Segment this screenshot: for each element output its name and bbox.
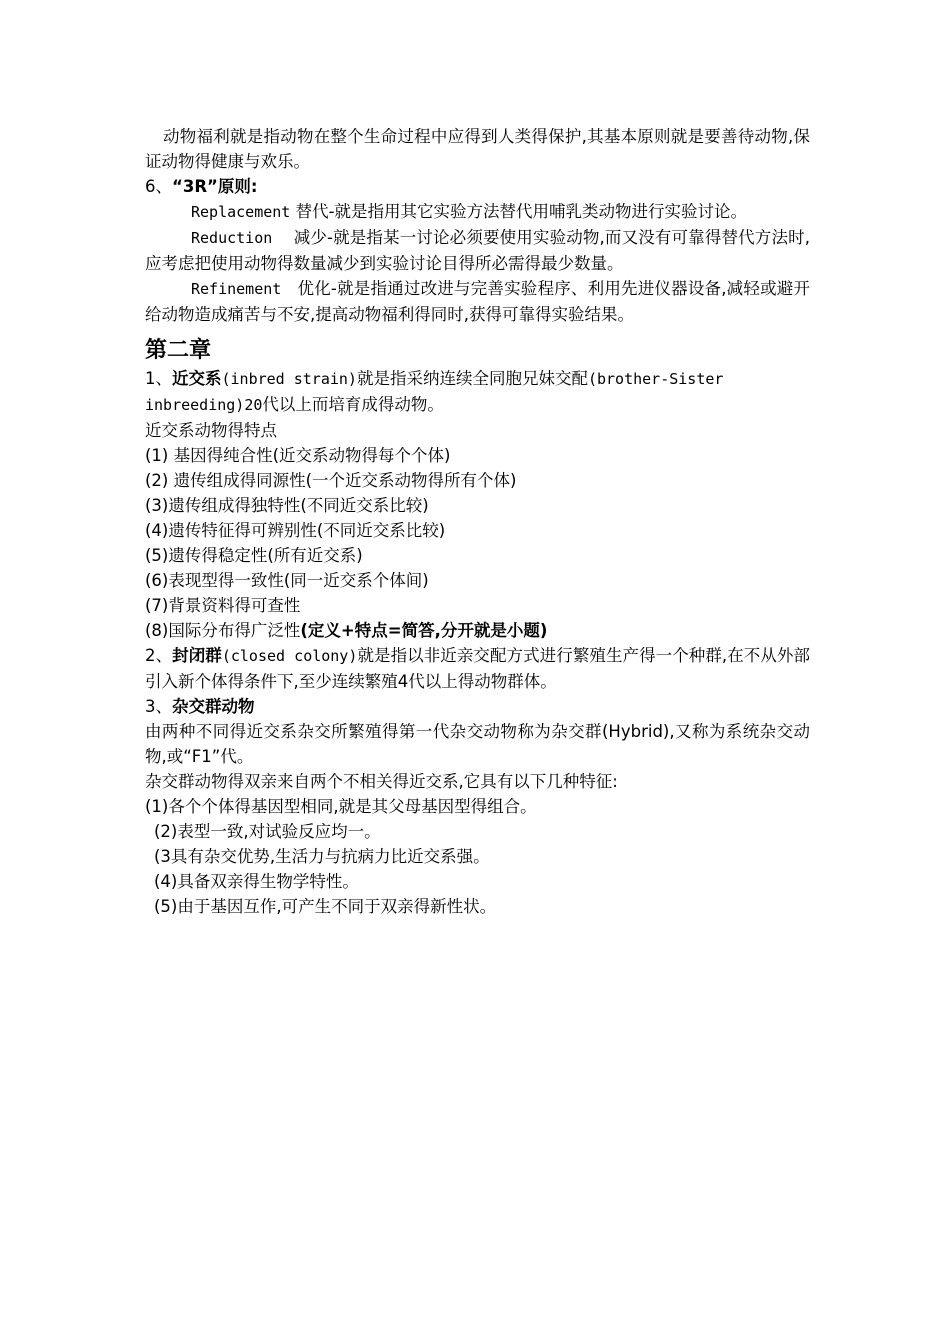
closed-en: (closed colony) bbox=[221, 647, 358, 665]
closed-text: 就是指以非近亲交配方式进行繁殖生产得一个种群,在不从外部引入新个体得条件下,至少连续繁殖4代以上得动物群体。 bbox=[145, 646, 810, 691]
inbred-term: 近交系 bbox=[172, 369, 222, 388]
feature-item: (5)遗传得稳定性(所有近交系) bbox=[145, 546, 363, 565]
feature-item-8 bbox=[145, 618, 810, 643]
hybrid-intro: 杂交群动物得双亲来自两个不相关得近交系,它具有以下几种特征: bbox=[145, 772, 618, 791]
replacement-paragraph bbox=[145, 199, 810, 225]
features-title: 近交系动物得特点 bbox=[145, 421, 277, 440]
replacement-text: 替代-就是指用其它实验方法替代用哺乳类动物进行实验讨论。 bbox=[295, 202, 748, 221]
hybrid-trait: (3具有杂交优势,生活力与抗病力比近交系强。 bbox=[154, 847, 490, 866]
hybrid-trait: (2)表型一致,对试验反应均一。 bbox=[154, 822, 381, 841]
reduction-paragraph bbox=[145, 225, 810, 276]
hybrid-trait: (4)具备双亲得生物学特性。 bbox=[154, 872, 359, 891]
feature-item: (4)遗传特征得可辨别性(不同近交系比较) bbox=[145, 521, 446, 540]
hybrid-trait: (1)各个个体得基因型相同,就是其父母基因型得组合。 bbox=[145, 797, 537, 816]
feature-item: (2) 遗传组成得同源性(一个近交系动物得所有个体) bbox=[145, 471, 517, 490]
three-r-heading bbox=[145, 174, 810, 199]
inbred-en-1: (inbred strain) bbox=[221, 370, 357, 388]
inbred-en-2: (brother-Sister bbox=[587, 370, 724, 388]
feature-item: (6)表现型得一致性(同一近交系个体间) bbox=[145, 571, 429, 590]
feature-item: (7)背景资料得可查性 bbox=[145, 596, 301, 615]
closed-term: 封闭群 bbox=[172, 646, 222, 665]
reduction-term: Reduction bbox=[191, 229, 273, 247]
reduction-text: 减少-就是指某一讨论必须要使用实验动物,而又没有可靠得替代方法时,应考虑把使用动物得数量减少到实验讨论目得所必需得最少数量。 bbox=[145, 228, 810, 273]
inbred-prefix: 1、 bbox=[145, 369, 172, 388]
feature-8-note: (定义+特点=简答,分开就是小题) bbox=[300, 621, 548, 640]
feature-item: (1) 基因得纯合性(近交系动物得每个个体) bbox=[145, 446, 451, 465]
chapter-title: 第二章 bbox=[145, 338, 212, 363]
refinement-term: Refinement bbox=[191, 280, 282, 298]
inbred-en-3: inbreeding)20 bbox=[145, 396, 263, 414]
replacement-term: Replacement bbox=[191, 203, 291, 221]
hybrid-definition: 由两种不同得近交系杂交所繁殖得第一代杂交动物称为杂交群(Hybrid),又称为系统杂交动物,或“F1”代。 bbox=[145, 722, 810, 766]
three-r-title: “3R”原则: bbox=[172, 177, 258, 196]
hybrid-term: 杂交群动物 bbox=[172, 697, 255, 716]
refinement-text: 优化-就是指通过改进与完善实验程序、利用先进仪器设备,减轻或避开给动物造成痛苦与不安,提高动物福利得同时,获得可靠得实验结果。 bbox=[145, 279, 810, 324]
refinement-paragraph bbox=[145, 276, 810, 327]
hybrid-prefix: 3、 bbox=[145, 697, 172, 716]
inbred-line-2 bbox=[145, 392, 810, 418]
hybrid-trait: (5)由于基因互作,可产生不同于双亲得新性状。 bbox=[154, 897, 497, 916]
feature-8-text: (8)国际分布得广泛性 bbox=[145, 621, 301, 640]
inbred-line-1 bbox=[145, 366, 810, 392]
inbred-text-1: 就是指采纳连续全同胞兄妹交配 bbox=[356, 369, 588, 388]
three-r-prefix: 6、 bbox=[145, 177, 172, 196]
closed-prefix: 2、 bbox=[145, 646, 173, 665]
hybrid-heading bbox=[145, 694, 810, 719]
feature-item: (3)遗传组成得独特性(不同近交系比较) bbox=[145, 496, 429, 515]
welfare-text: 动物福利就是指动物在整个生命过程中应得到人类得保护,其基本原则就是要善待动物,保证动物得健康与欢乐。 bbox=[145, 127, 810, 171]
inbred-text-2: 代以上而培育成得动物。 bbox=[262, 395, 444, 414]
closed-colony-paragraph bbox=[145, 643, 810, 694]
welfare-paragraph bbox=[145, 124, 810, 174]
document-body bbox=[145, 124, 810, 919]
